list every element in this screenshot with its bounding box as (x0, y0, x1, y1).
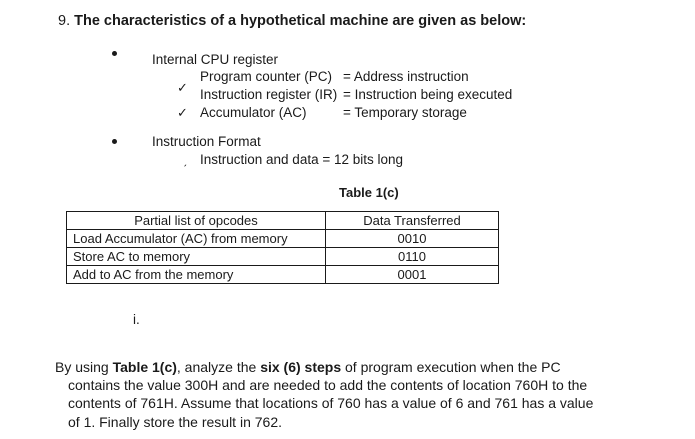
paragraph-text: of program execution when the PC (341, 359, 561, 375)
bullet-icon (112, 51, 117, 56)
paragraph-text: By using (55, 359, 113, 375)
checkmark-icon: ✓ (177, 80, 188, 95)
ir-label: Instruction register (IR) (200, 87, 338, 102)
paragraph-text: , analyze the (176, 359, 261, 375)
paragraph-line-4: of 1. Finally store the result in 762. (68, 413, 282, 430)
table-row (67, 248, 499, 266)
question-number: 9. (58, 13, 71, 29)
question-title (58, 13, 526, 29)
ac-value: = Temporary storage (343, 105, 467, 120)
paragraph-line-1 (55, 358, 615, 376)
table-cell-opcode: Store AC to memory (67, 248, 326, 266)
checkmark-icon: ✓ (177, 105, 188, 120)
pc-value: = Address instruction (343, 69, 469, 84)
sub-label: i. (133, 312, 140, 327)
question-paragraph (55, 358, 615, 431)
paragraph-line-3: contents of 761H. Assume that locations of 760 has a value of 6 and 761 has a value (68, 395, 594, 412)
table-caption: Table 1(c) (339, 185, 399, 200)
table-row (67, 230, 499, 248)
table-cell-opcode: Add to AC from the memory (67, 266, 326, 284)
paragraph-bold-ref: Table 1(c) (112, 359, 177, 375)
cpu-register-heading: Internal CPU register (152, 52, 279, 67)
checkmark-icon: ˏ (183, 153, 187, 167)
table-cell-opcode: Load Accumulator (AC) from memory (67, 230, 326, 248)
instruction-format-item: Instruction and data = 12 bits long (200, 152, 404, 167)
table-header-row (67, 212, 499, 230)
table-cell-data: 0001 (326, 266, 499, 284)
ir-value: = Instruction being executed (343, 87, 513, 102)
instruction-format-heading: Instruction Format (152, 134, 261, 149)
table-header-cell: Data Transferred (326, 212, 499, 230)
table-row (67, 266, 499, 284)
question-title-text: The characteristics of a hypothetical machine are given as below: (74, 13, 527, 29)
paragraph-line-2: contains the value 300H and are needed to add the contents of location 760H to the (68, 377, 588, 394)
pc-label: Program counter (PC) (200, 69, 333, 84)
opcode-table (66, 211, 499, 284)
table-cell-data: 0010 (326, 230, 499, 248)
paragraph-bold-steps: six (6) steps (260, 359, 342, 375)
ac-label: Accumulator (AC) (200, 105, 307, 120)
table-header-cell: Partial list of opcodes (67, 212, 326, 230)
bullet-icon (112, 139, 117, 144)
table-cell-data: 0110 (326, 248, 499, 266)
